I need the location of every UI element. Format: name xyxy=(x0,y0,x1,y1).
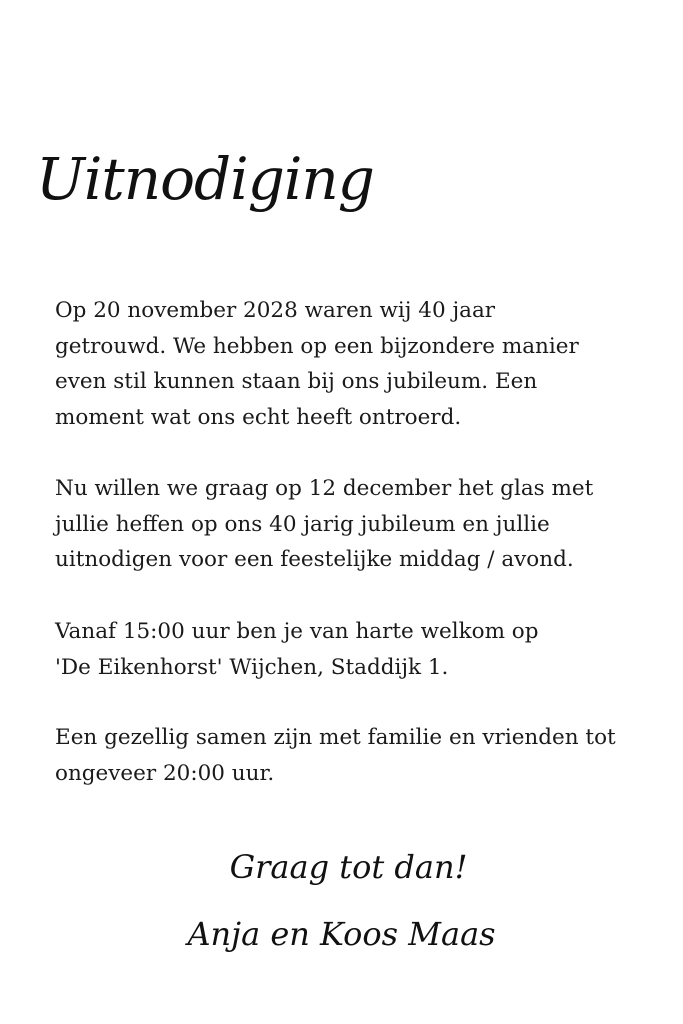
text-line: jullie heffen op ons 40 jarig jubileum en jullie xyxy=(55,511,550,537)
text-line: moment wat ons echt heeft ontroerd. xyxy=(55,404,462,430)
text-line: Vanaf 15:00 uur ben je van harte welkom op xyxy=(55,619,539,644)
text-line: uitnodigen voor een feestelijke middag / avond. xyxy=(55,547,574,572)
paragraph-invitation xyxy=(55,471,655,578)
text-line: Een gezellig samen zijn met familie en vrienden tot xyxy=(55,725,616,750)
closing-greeting: Graag tot dan! xyxy=(229,848,468,886)
text-line: even stil kunnen staan bij ons jubileum. Een xyxy=(55,369,538,394)
paragraph-end-time xyxy=(55,720,655,791)
text-line: Op 20 november 2028 waren wij 40 jaar xyxy=(55,298,496,323)
text-line: Nu willen we graag op 12 december het glas met xyxy=(55,476,594,501)
text-line: getrouwd. We hebben op een bijzondere manier xyxy=(55,333,579,359)
text-line: ongeveer 20:00 uur. xyxy=(55,760,275,786)
text-line: 'De Eikenhorst' Wijchen, Staddijk 1. xyxy=(55,654,449,680)
paragraph-anniversary xyxy=(55,293,655,435)
invitation-title: Uitnodiging xyxy=(36,145,374,213)
paragraph-location xyxy=(55,614,655,685)
signature: Anja en Koos Maas xyxy=(187,915,496,953)
